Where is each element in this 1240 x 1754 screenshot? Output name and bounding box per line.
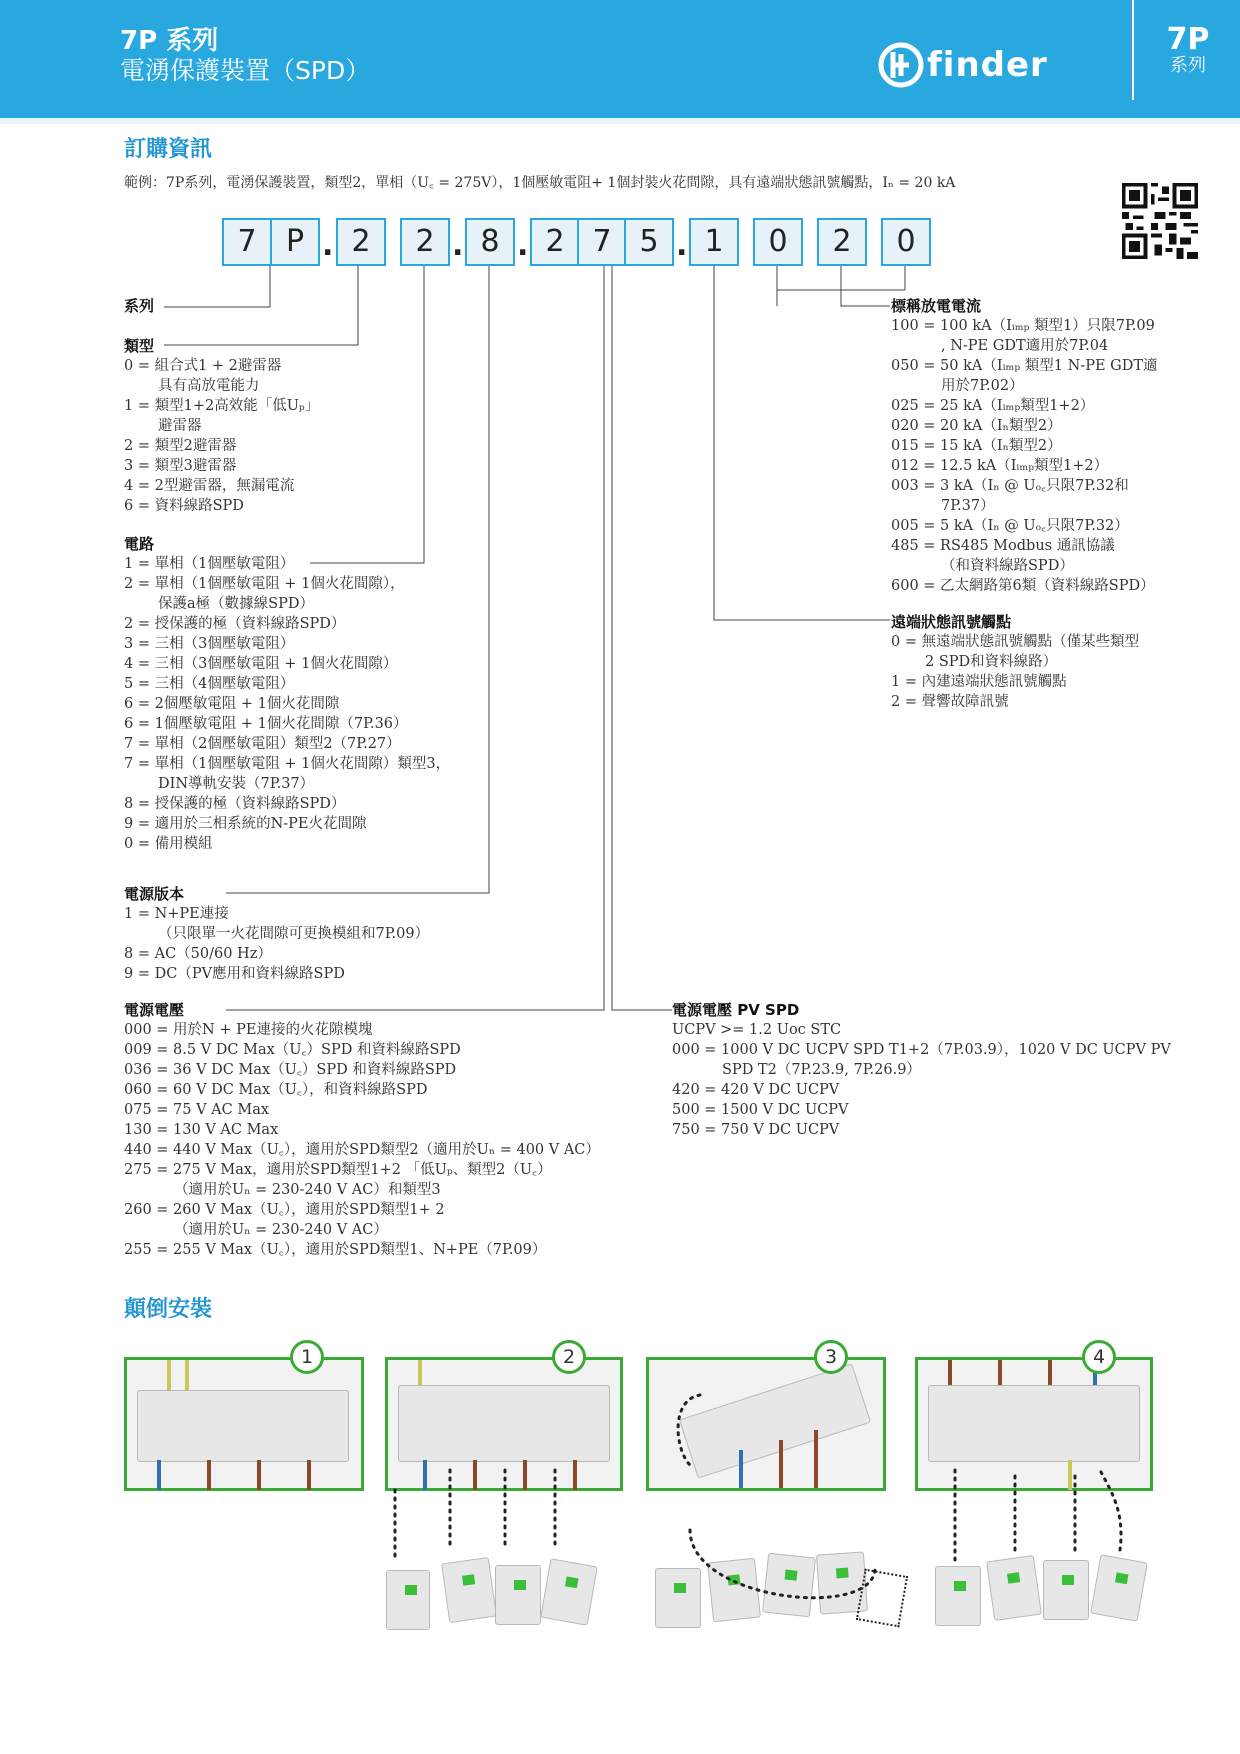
legend-line: 485 = RS485 Modbus 通訊協議 [891, 538, 1115, 554]
legend-line: 025 = 25 kA（Iᵢₘₚ類型1+2） [891, 398, 1095, 414]
wire [779, 1440, 783, 1488]
legend-line: 6 = 1個壓敏電阻 + 1個火花間隙（7P.36） [124, 716, 408, 732]
spd-cartridge [707, 1558, 761, 1623]
legend-line: 4 = 2型避雷器，無漏電流 [124, 478, 295, 494]
page-title: 電湧保護裝置（SPD） [120, 56, 371, 85]
code-separator: . [517, 228, 529, 263]
step-1-badge: 1 [290, 1340, 324, 1374]
code-box-3: 2 [336, 218, 386, 266]
legend-line: 1 = 內建遠端狀態訊號觸點 [891, 674, 1067, 690]
legend-series-title: 系列 [124, 297, 155, 315]
legend-line: 050 = 50 kA（Iᵢₘₚ 類型1 N-PE GDT適 [891, 358, 1158, 374]
legend-pv-voltage [672, 1000, 1171, 1140]
legend-line: 7 = 單相（2個壓敏電阻）類型2（7P.27） [124, 736, 401, 752]
legend-line: 255 = 255 V Max（U꜀），適用於SPD類型1、N+PE（7P.09） [124, 1242, 547, 1258]
legend-line: 2 = 聲響故障訊號 [891, 694, 1009, 710]
legend-nominal-current-title: 標稱放電電流 [891, 297, 982, 315]
legend-line: （適用於Uₙ = 230-240 V AC） [174, 1222, 388, 1238]
code-box-5: 8 [465, 218, 515, 266]
legend-line: 009 = 8.5 V DC Max（U꜀）SPD 和資料線路SPD [124, 1042, 461, 1058]
wire [523, 1460, 527, 1490]
legend-line: 7 = 單相（1個壓敏電阻 + 1個火花間隙）類型3， [124, 756, 451, 772]
legend-line: 020 = 20 kA（Iₙ類型2） [891, 418, 1062, 434]
legend-line: 420 = 420 V DC UCPV [672, 1082, 840, 1098]
legend-line: 1 = N+PE連接 [124, 906, 229, 922]
spd-module-assembly-inverted [928, 1385, 1140, 1462]
legend-line: 7P.37） [941, 498, 995, 514]
legend-line: （只限單一火花間隙可更換模組和7P.09） [158, 926, 430, 942]
legend-power-version [124, 884, 429, 984]
step-4-badge: 4 [1082, 1340, 1116, 1374]
legend-line: （和資料線路SPD） [941, 558, 1074, 574]
legend-line: 3 = 類型3避雷器 [124, 458, 237, 474]
legend-line: 275 = 275 V Max，適用於SPD類型1+2 「低Uₚ、類型2（U꜀） [124, 1162, 552, 1178]
legend-line: 060 = 60 V DC Max（U꜀），和資料線路SPD [124, 1082, 428, 1098]
legend-line: 2 SPD和資料線路） [925, 654, 1058, 670]
code-separator: . [676, 228, 688, 263]
legend-line: 8 = 授保護的極（資料線路SPD） [124, 796, 346, 812]
code-box-12: 0 [881, 218, 931, 266]
legend-line: （適用於Uₙ = 230-240 V AC）和類型3 [174, 1182, 441, 1198]
legend-line: 012 = 12.5 kA（Iᵢₘₚ類型1+2） [891, 458, 1109, 474]
wire [307, 1460, 311, 1490]
legend-line: 9 = 適用於三相系統的N-PE火花間隙 [124, 816, 367, 832]
legend-line: 1 = 單相（1個壓敏電阻） [124, 556, 295, 572]
spd-cartridge [935, 1566, 981, 1626]
wire [814, 1430, 818, 1488]
wire [157, 1460, 161, 1490]
spd-cartridge [1043, 1560, 1089, 1620]
spd-cartridge [655, 1568, 701, 1628]
ordering-example: 範例：7P系列，電湧保護裝置，類型2，單相（U꜀ = 275V），1個壓敏電阻+ 1個封裝火花間隙，具有遠端狀態訊號觸點，Iₙ = 20 kA [124, 175, 956, 191]
legend-line: 保護a極（數據線SPD） [158, 596, 314, 612]
logo-wordmark: finder [927, 45, 1048, 85]
spd-cartridge [386, 1570, 430, 1630]
code-box-11: 2 [817, 218, 867, 266]
code-box-10: 0 [753, 218, 803, 266]
legend-line: 036 = 36 V DC Max（U꜀）SPD 和資料線路SPD [124, 1062, 457, 1078]
legend-line: 8 = AC（50/60 Hz） [124, 946, 272, 962]
legend-line: 5 = 三相（4個壓敏電阻） [124, 676, 295, 692]
wire [739, 1450, 743, 1488]
legend-line: 100 = 100 kA（Iᵢₘₚ 類型1）只限7P.09 [891, 318, 1155, 334]
legend-line: 075 = 75 V AC Max [124, 1102, 270, 1118]
spd-base [398, 1385, 610, 1462]
legend-line: 500 = 1500 V DC UCPV [672, 1102, 849, 1118]
legend-line: 具有高放電能力 [158, 378, 260, 394]
legend-line: 015 = 15 kA（Iₙ類型2） [891, 438, 1062, 454]
installation-heading: 顛倒安裝 [124, 1297, 213, 1322]
code-box-9: 1 [689, 218, 739, 266]
legend-line: 000 = 1000 V DC UCPV SPD T1+2（7P.03.9），1020 V DC UCPV PV [672, 1042, 1171, 1058]
wire [473, 1460, 477, 1490]
legend-line: 600 = 乙太網路第6類（資料線路SPD） [891, 578, 1155, 594]
spd-cartridge [495, 1565, 541, 1625]
legend-supply-voltage [124, 1000, 600, 1260]
legend-line: 3 = 三相（3個壓敏電阻） [124, 636, 295, 652]
legend-supply-voltage-title: 電源電壓 [124, 1001, 185, 1019]
legend-line: SPD T2（7P.23.9, 7P.26.9） [722, 1062, 921, 1078]
legend-line: 440 = 440 V Max（U꜀），適用於SPD類型2（適用於Uₙ = 400 V AC） [124, 1142, 600, 1158]
legend-line: 0 = 備用模組 [124, 836, 213, 852]
spd-cartridge [1090, 1554, 1148, 1621]
legend-line: 6 = 資料線路SPD [124, 498, 244, 514]
tab-code: 7P [1166, 22, 1210, 57]
legend-line: 003 = 3 kA（Iₙ @ Uₒ꜀只限7P.32和 [891, 478, 1129, 494]
legend-series [124, 296, 154, 316]
install-step-4-panel [915, 1357, 1153, 1491]
code-box-4: 2 [400, 218, 450, 266]
legend-power-version-title: 電源版本 [124, 885, 185, 903]
wire [423, 1460, 427, 1490]
legend-line: 0 = 無遠端狀態訊號觸點（僅某些類型 [891, 634, 1140, 650]
legend-line: 000 = 用於N + PE連接的火花隙模塊 [124, 1022, 373, 1038]
spd-base-rotated [679, 1363, 871, 1478]
code-separator: . [452, 228, 464, 263]
install-step-1-panel [124, 1357, 364, 1491]
spd-cartridge [441, 1557, 497, 1623]
legend-type-title: 類型 [124, 337, 155, 355]
wire [257, 1460, 261, 1490]
tab-label: 系列 [1170, 55, 1206, 76]
legend-line: 6 = 2個壓敏電阻 + 1個火花間隙 [124, 696, 340, 712]
legend-circuit-title: 電路 [124, 535, 155, 553]
code-box-7: 7 [577, 218, 627, 266]
legend-line: 避雷器 [158, 418, 202, 434]
legend-line: 260 = 260 V Max（U꜀），適用於SPD類型1+ 2 [124, 1202, 445, 1218]
legend-line: 用於7P.02） [941, 378, 1024, 394]
step-2-badge: 2 [552, 1340, 586, 1374]
spd-cartridge [762, 1553, 816, 1618]
wire [573, 1460, 577, 1490]
legend-line: 4 = 三相（3個壓敏電阻 + 1個火花間隙） [124, 656, 398, 672]
spd-module-assembly [137, 1390, 349, 1462]
code-box-8: 5 [624, 218, 674, 266]
legend-line: 2 = 授保護的極（資料線路SPD） [124, 616, 346, 632]
code-box-6: 2 [530, 218, 580, 266]
code-box-1: 7 [222, 218, 272, 266]
legend-line: 2 = 單相（1個壓敏電阻 + 1個火花間隙）， [124, 576, 405, 592]
legend-line: 2 = 類型2避雷器 [124, 438, 237, 454]
install-step-3-panel [646, 1357, 886, 1491]
code-separator: . [322, 228, 334, 263]
code-box-2: P [270, 218, 320, 266]
install-step-2-panel [385, 1357, 623, 1491]
series-title: 7P 系列 [120, 26, 219, 56]
legend-remote-contact [891, 612, 1139, 712]
legend-line: , N-PE GDT適用於7P.04 [941, 338, 1109, 354]
legend-pv-voltage-title: 電源電壓 PV SPD [672, 1001, 800, 1019]
spd-cartridge [540, 1558, 598, 1625]
ordering-heading: 訂購資訊 [124, 137, 213, 162]
legend-line: 0 = 組合式1 + 2避雷器 [124, 358, 282, 374]
legend-remote-contact-title: 遠端狀態訊號觸點 [891, 613, 1012, 631]
empty-slot-outline [856, 1569, 908, 1628]
legend-line: DIN導軌安裝（7P.37） [158, 776, 315, 792]
wire [207, 1460, 211, 1490]
legend-line: 750 = 750 V DC UCPV [672, 1122, 840, 1138]
legend-nominal-current [891, 296, 1158, 596]
step-3-badge: 3 [814, 1340, 848, 1374]
wire [1068, 1460, 1072, 1490]
legend-type [124, 336, 319, 516]
legend-line: UCPV >= 1.2 Uoc STC [672, 1022, 842, 1038]
legend-line: 1 = 類型1+2高效能「低Uₚ」 [124, 398, 320, 414]
legend-circuit [124, 534, 450, 854]
spd-cartridge [986, 1555, 1042, 1621]
legend-line: 005 = 5 kA（Iₙ @ Uₒ꜀只限7P.32） [891, 518, 1129, 534]
legend-line: 130 = 130 V AC Max [124, 1122, 279, 1138]
legend-line: 9 = DC（PV應用和資料線路SPD [124, 966, 345, 982]
